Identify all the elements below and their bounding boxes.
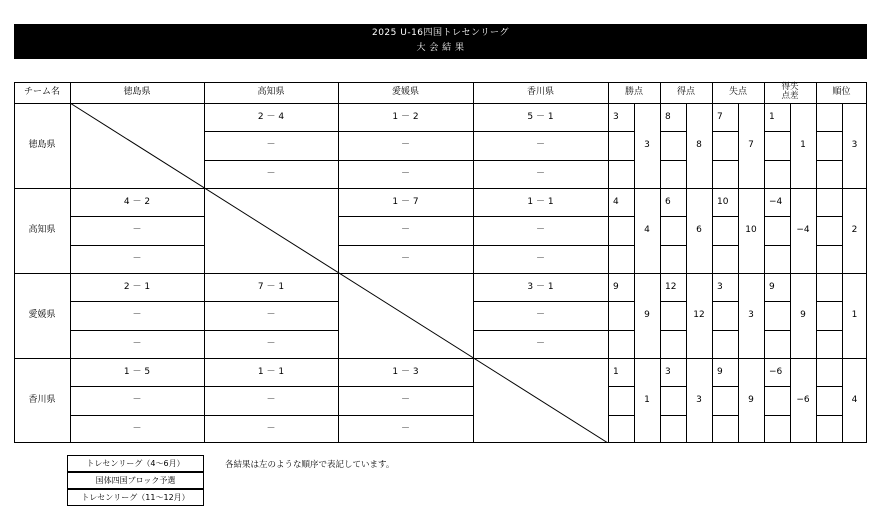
col-header-points: 勝点 xyxy=(624,87,643,97)
score-cell: － xyxy=(535,253,545,264)
score-cell: 1 － 5 xyxy=(123,367,151,377)
stat-top-value: 6 xyxy=(665,197,671,207)
score-cell: 1 － 1 xyxy=(527,197,554,207)
score-cell: 1 － 3 xyxy=(392,367,419,377)
stat-total-value: 9 xyxy=(748,395,754,405)
stat-total-value: 9 xyxy=(800,310,806,320)
team-name: 高知県 xyxy=(28,225,56,235)
team-name: 香川県 xyxy=(28,395,56,405)
team-name: 愛媛県 xyxy=(28,310,56,320)
score-cell: 7 － 1 xyxy=(257,282,285,292)
score-cell: 1 － 7 xyxy=(392,197,419,207)
col-header-goal-diff: 得失点差 xyxy=(781,82,799,101)
stat-total-value: 10 xyxy=(745,225,757,235)
score-cell: － xyxy=(400,423,410,434)
score-cell: 5 － 1 xyxy=(527,112,554,122)
stat-total-value: 9 xyxy=(644,310,650,320)
score-cell: － xyxy=(132,423,142,434)
legend-item: トレセンリーグ（11～12月） xyxy=(67,489,204,506)
stat-top-value: −6 xyxy=(769,367,783,377)
page-title: 2025 U-16四国トレセンリーグ xyxy=(371,28,510,38)
score-cell: － xyxy=(535,225,545,236)
score-cell: － xyxy=(535,140,545,151)
stat-top-value: 4 xyxy=(613,197,619,207)
score-cell: － xyxy=(400,168,410,179)
stat-top-value: 3 xyxy=(613,112,619,122)
score-cell: － xyxy=(266,168,276,179)
stat-total-value: 4 xyxy=(644,225,650,235)
stat-total-value: 1 xyxy=(644,395,650,405)
score-cell: 2 － 1 xyxy=(123,282,151,292)
score-cell: － xyxy=(400,395,410,406)
stat-top-value: 7 xyxy=(717,112,723,122)
page-subtitle: 大 会 結 果 xyxy=(416,43,465,53)
score-cell: 1 － 1 xyxy=(257,367,285,377)
stat-total-value: 1 xyxy=(800,140,806,150)
score-cell: － xyxy=(132,225,142,236)
score-cell: － xyxy=(535,168,545,179)
score-cell: － xyxy=(400,253,410,264)
stat-top-value: 9 xyxy=(769,282,775,292)
col-header-opponent: 徳島県 xyxy=(123,87,151,97)
team-name: 徳島県 xyxy=(28,140,56,150)
title-banner xyxy=(14,24,867,59)
stat-top-value: 3 xyxy=(717,282,723,292)
score-cell: － xyxy=(266,423,276,434)
rank-value: 2 xyxy=(851,225,858,235)
stat-total-value: −6 xyxy=(796,395,810,405)
rank-value: 4 xyxy=(851,395,858,405)
score-cell: － xyxy=(132,310,142,321)
col-header-opponent: 高知県 xyxy=(257,87,285,97)
stat-top-value: 1 xyxy=(613,367,619,377)
stat-total-value: 6 xyxy=(696,225,702,235)
score-cell: － xyxy=(400,140,410,151)
score-cell: 3 － 1 xyxy=(527,282,554,292)
score-cell: － xyxy=(535,338,545,349)
stat-top-value: 12 xyxy=(665,282,677,292)
score-cell: － xyxy=(266,338,276,349)
stat-top-value: 9 xyxy=(613,282,619,292)
stat-top-value: 8 xyxy=(665,112,671,122)
score-cell: － xyxy=(266,310,276,321)
score-cell: － xyxy=(400,225,410,236)
score-cell: 2 － 4 xyxy=(257,112,285,122)
col-header-team: チーム名 xyxy=(23,87,60,97)
col-header-opponent: 愛媛県 xyxy=(391,87,419,97)
stat-top-value: 1 xyxy=(769,112,775,122)
stat-total-value: −4 xyxy=(796,225,810,235)
stat-total-value: 3 xyxy=(748,310,754,320)
rank-value: 1 xyxy=(851,310,858,320)
score-cell: － xyxy=(132,253,142,264)
col-header-opponent: 香川県 xyxy=(526,87,554,97)
legend-note: 各結果は左のような順序で表記しています。 xyxy=(225,460,395,470)
legend-item: トレセンリーグ（4～6月） xyxy=(67,455,204,472)
stat-top-value: 10 xyxy=(717,197,729,207)
score-cell: 1 － 2 xyxy=(392,112,419,122)
stat-top-value: 3 xyxy=(665,367,671,377)
results-table xyxy=(14,82,867,443)
stat-top-value: −4 xyxy=(769,197,783,207)
score-cell: － xyxy=(266,395,276,406)
score-cell: － xyxy=(266,140,276,151)
score-cell: － xyxy=(132,395,142,406)
score-cell: 4 － 2 xyxy=(123,197,151,207)
stat-total-value: 12 xyxy=(693,310,705,320)
col-header-goals-against: 失点 xyxy=(728,87,747,97)
stat-total-value: 3 xyxy=(644,140,650,150)
rank-value: 3 xyxy=(851,140,858,150)
stat-top-value: 9 xyxy=(717,367,723,377)
stat-total-value: 7 xyxy=(748,140,754,150)
score-cell: － xyxy=(132,338,142,349)
col-header-goals-for: 得点 xyxy=(676,87,695,97)
stat-total-value: 3 xyxy=(696,395,702,405)
col-header-rank: 順位 xyxy=(832,87,851,97)
stat-total-value: 8 xyxy=(696,140,702,150)
score-cell: － xyxy=(535,310,545,321)
legend-item: 国体四国ブロック予選 xyxy=(67,472,204,489)
